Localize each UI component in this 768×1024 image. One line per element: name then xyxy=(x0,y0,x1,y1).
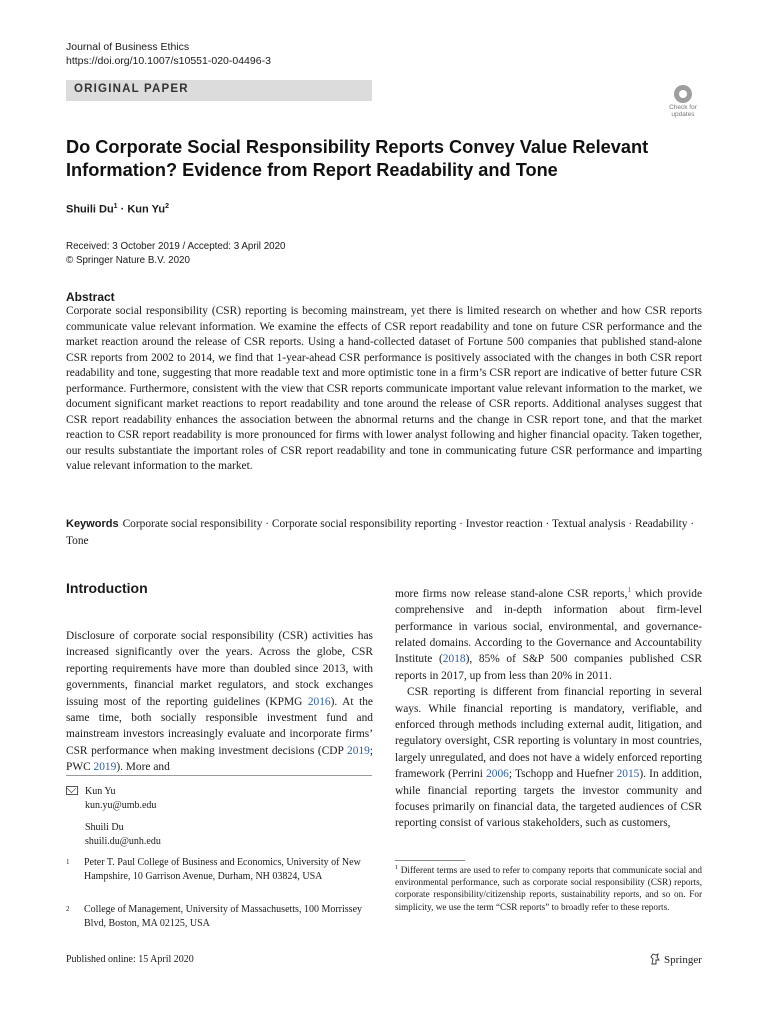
paragraph xyxy=(395,684,702,832)
paragraph xyxy=(66,628,373,776)
journal-header xyxy=(66,40,271,68)
text-run: which provide comprehensive and in-depth information about firm-level performance in various social, environmental, and governance-related domains. According to the Governance and Accountability Institute ( xyxy=(395,587,703,666)
section-heading: Introduction xyxy=(66,580,148,596)
crossmark-icon xyxy=(674,85,692,103)
keywords xyxy=(66,516,702,549)
footnote-number: 1 xyxy=(395,864,399,871)
doi-link[interactable]: https://doi.org/10.1007/s10551-020-04496-3 xyxy=(66,55,271,67)
body-column-right xyxy=(395,582,702,832)
affiliation-number: 2 xyxy=(66,905,70,913)
footnote-text: Different terms are used to refer to company reports that communicate social and environmental performance, such as corporate social responsibility (CSR) reports, corporate responsibility/citizenship reports, sustainability reports, and so on. For simplicity, we use the term “CSR reports” to broadly refer to these reports. xyxy=(395,865,702,912)
text-run: Disclosure of corporate social responsibility (CSR) activities has increased significantly over the years. Across the globe, CSR reporting requirements have more than doubled since 2013, with governments, financial market regulators, and stock exchanges issuing most of the reporting guidelines (KPMG xyxy=(66,630,373,708)
copyright: © Springer Nature B.V. 2020 xyxy=(66,254,190,266)
keywords-label: Keywords xyxy=(66,518,119,530)
envelope-icon xyxy=(66,786,78,795)
affiliation-text: Peter T. Paul College of Business and Economics, University of New Hampshire, 10 Garrison Avenue, Durham, NH 03824, USA xyxy=(84,857,361,882)
check-for-updates-badge[interactable] xyxy=(664,85,702,123)
article-title: Do Corporate Social Responsibility Reports Convey Value Relevant Information? Evidence from Report Readability and Tone xyxy=(66,137,649,180)
author-affiliation-ref: 1 xyxy=(113,203,118,210)
badge-line2: updates xyxy=(671,111,695,118)
text-run: ; Tschopp and Huefner xyxy=(508,768,617,781)
correspondent-name: Kun Yu xyxy=(85,786,116,797)
citation-link[interactable]: 2019 xyxy=(93,761,117,774)
journal-name: Journal of Business Ethics xyxy=(66,41,190,53)
keywords-text: Corporate social responsibility · Corporate social responsibility reporting · Investor reaction · Textual analysis · Readability · Tone xyxy=(66,518,695,547)
article-type-label: ORIGINAL PAPER xyxy=(74,83,189,95)
author-separator: · xyxy=(117,203,128,216)
abstract-text: Corporate social responsibility (CSR) reporting is becoming mainstream, yet there is limited research on whether and how CSR reports communicate value relevant information. We examine the effects of CSR report readability and tone on future CSR performance and the market reaction around the release of CSR reports. Using a hand-collected dataset of Fortune 500 companies that published stand-alone CSR reports from 2002 to 2014, we find that 1-year-ahead CSR performance is positively associated with the changes in both CSR report readability and tone, suggesting that more readable text and more optimistic tone in a firm’s CSR report are indicative of better future CSR performance. Furthermore, consistent with the view that CSR reports communicate important value relevant information to the market, we document significant market reactions to report readability and tone around the release of CSR reports. Additional analyses suggest that CSR report readability enhances the association between the abnormal returns and the change in CSR report tone, and that the market reaction to CSR report readability is more pronounced for firms with lower analyst following and higher financial opacity. Taken together, our results substantiate the important roles of CSR report readability and tone in communicating future CSR performance and imparting value relevant information to the market. xyxy=(66,305,702,472)
springer-horse-icon xyxy=(650,953,660,965)
text-run: ). At the same time, both socially responsible investment fund and mainstream investors increasingly evaluate and incorporate firms’ CSR performance when making investment decisions (CDP xyxy=(66,695,373,757)
author-name[interactable]: Shuili Du xyxy=(66,203,114,216)
body-column-left xyxy=(66,628,373,776)
citation-link[interactable]: 2018 xyxy=(442,653,466,666)
affiliation-number: 1 xyxy=(66,858,70,866)
correspondent-name: Shuili Du xyxy=(85,822,124,833)
footnote-divider xyxy=(66,775,372,776)
author-name[interactable]: Kun Yu xyxy=(127,203,166,216)
received-accepted: Received: 3 October 2019 / Accepted: 3 April 2020 xyxy=(66,241,286,252)
citation-link[interactable]: 2006 xyxy=(486,768,509,781)
author-list xyxy=(66,203,169,216)
citation-link[interactable]: 2015 xyxy=(616,768,640,781)
article-type-banner xyxy=(66,80,372,101)
text-run: CSR reporting is different from financial reporting in several ways. While financial reporting is mandatory, verifiable, and enforced through methods including external audit, litigation, and regulatory oversight, CSR reporting is voluntary in most countries, largely unregulated, and does not have a widely enforced reporting framework (Perrini xyxy=(395,686,702,781)
text-run: ). More and xyxy=(116,761,170,774)
publisher-logo[interactable] xyxy=(650,953,702,966)
badge-line1: Check for xyxy=(669,104,697,111)
publisher-name: Springer xyxy=(664,954,702,966)
footnote-ref[interactable]: 1 xyxy=(627,586,631,594)
text-run: ), 85% of S&P 500 companies published CSR reports in 2017, up from less than 20% in 2011. xyxy=(395,653,702,682)
footnote-divider xyxy=(395,860,465,861)
paragraph xyxy=(395,582,702,684)
citation-link[interactable]: 2019 xyxy=(347,744,370,757)
footnote xyxy=(395,862,702,913)
text-run: ; PWC xyxy=(66,744,373,774)
text-run: ). In addition, while financial reporting targets the investor community and focuses primarily on financial data, the targeted audiences of CSR reporting consist of various stakeholders, such as customers, xyxy=(395,768,702,830)
correspondent-email[interactable]: kun.yu@umb.edu xyxy=(85,800,157,811)
citation-link[interactable]: 2016 xyxy=(307,695,331,708)
correspondent-email[interactable]: shuili.du@unh.edu xyxy=(85,836,161,847)
article-dates xyxy=(66,240,285,267)
published-online: Published online: 15 April 2020 xyxy=(66,954,194,965)
abstract-heading: Abstract xyxy=(66,290,115,304)
text-run: more firms now release stand-alone CSR reports, xyxy=(395,587,628,600)
affiliation-text: College of Management, University of Massachusetts, 100 Morrissey Blvd, Boston, MA 02125, USA xyxy=(84,904,363,929)
author-affiliation-ref: 2 xyxy=(165,203,169,210)
